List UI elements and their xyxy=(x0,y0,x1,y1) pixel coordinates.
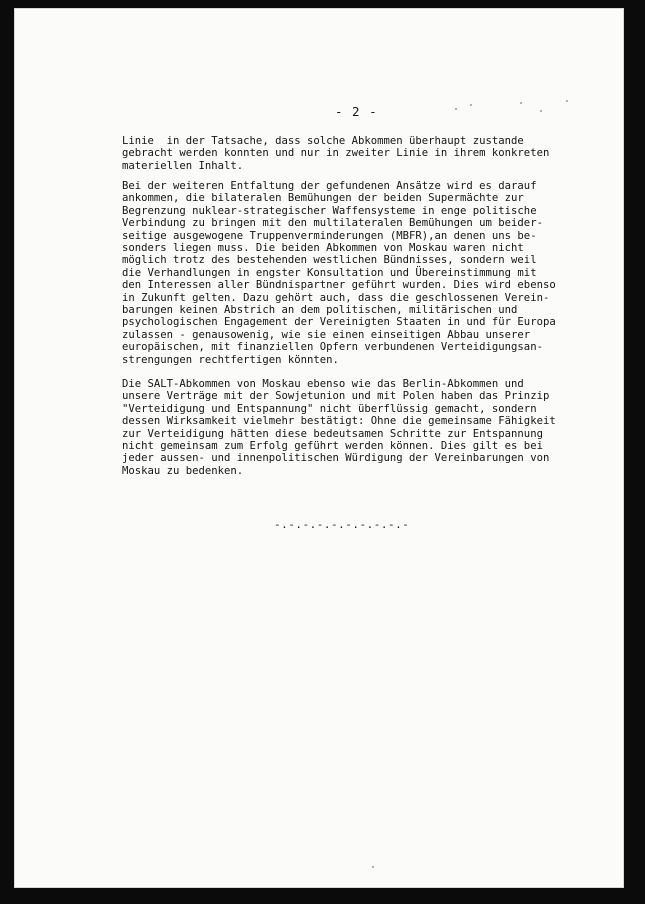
text-line: materiellen Inhalt. xyxy=(122,159,244,172)
text-line: dessen Wirksamkeit vielmehr bestätigt: Ohne die gemeinsame Fähigkeit xyxy=(122,415,556,428)
scan-speck xyxy=(470,104,472,106)
text-line: den Interessen aller Bündnispartner geführt wurden. Dies wird ebenso xyxy=(122,279,556,292)
scan-speck xyxy=(566,100,568,102)
text-line: Begrenzung nuklear-strategischer Waffensysteme in enge politische xyxy=(122,204,537,217)
page-number: - 2 - xyxy=(335,104,378,119)
scan-speck xyxy=(455,108,457,110)
section-separator: -.-.-.-.-.-.-.-.-.- xyxy=(274,518,410,531)
text-line: sonders liegen muss. Die beiden Abkommen von Moskau waren nicht xyxy=(122,242,524,255)
text-line: gebracht werden konnten und nur in zweiter Linie in ihrem konkreten xyxy=(122,147,550,160)
paragraph-3 xyxy=(122,378,622,477)
text-line: europäischen, mit finanziellen Opfern verbundenen Verteidigungsan- xyxy=(122,341,543,354)
text-line: zur Verteidigung hätten diese bedeutsamen Schritte zur Entspannung xyxy=(122,427,543,440)
text-line: Die SALT-Abkommen von Moskau ebenso wie das Berlin-Abkommen und xyxy=(122,378,524,390)
paragraph-1 xyxy=(122,135,622,172)
text-line: unsere Verträge mit der Sowjetunion und mit Polen haben das Prinzip xyxy=(122,390,550,403)
text-line: die Verhandlungen in engster Konsultation und Übereinstimmung mit xyxy=(122,266,537,279)
text-line: nicht gemeinsam zum Erfolg geführt werden können. Dies gilt es bei xyxy=(122,440,543,453)
text-line: psychologischen Engagement der Vereinigten Staaten in und für Europa xyxy=(122,316,556,329)
text-line: Verbindung zu bringen mit den multilateralen Bemühungen um beider- xyxy=(122,217,543,230)
scan-speck xyxy=(372,866,374,868)
text-line: Moskau zu bedenken. xyxy=(122,464,244,477)
scan-speck xyxy=(540,110,542,112)
text-line: möglich trotz des bestehenden westlichen Bündnisses, sondern weil xyxy=(122,254,537,267)
text-line: ankommen, die bilateralen Bemühungen der beiden Supermächte zur xyxy=(122,192,524,205)
text-line: barungen keinen Abstrich an dem politischen, militärischen und xyxy=(122,304,518,317)
text-line: Linie in der Tatsache, dass solche Abkommen überhaupt zustande xyxy=(122,135,524,147)
text-line: jeder aussen- und innenpolitischen Würdigung der Vereinbarungen von xyxy=(122,452,550,465)
text-line: in Zukunft gelten. Dazu gehört auch, dass die geschlossenen Verein- xyxy=(122,291,550,304)
scan-speck xyxy=(520,102,522,104)
text-line: "Verteidigung und Entspannung" nicht überflüssig gemacht, sondern xyxy=(122,402,537,415)
text-line: zulassen - genausowenig, wie sie einen einseitigen Abbau unserer xyxy=(122,328,531,341)
text-line: seitige ausgewogene Truppenverminderungen (MBFR),an denen uns be- xyxy=(122,229,537,242)
text-line: strengungen rechtfertigen könnten. xyxy=(122,353,339,366)
paragraph-2 xyxy=(122,180,622,366)
text-line: Bei der weiteren Entfaltung der gefundenen Ansätze wird es darauf xyxy=(122,180,537,192)
